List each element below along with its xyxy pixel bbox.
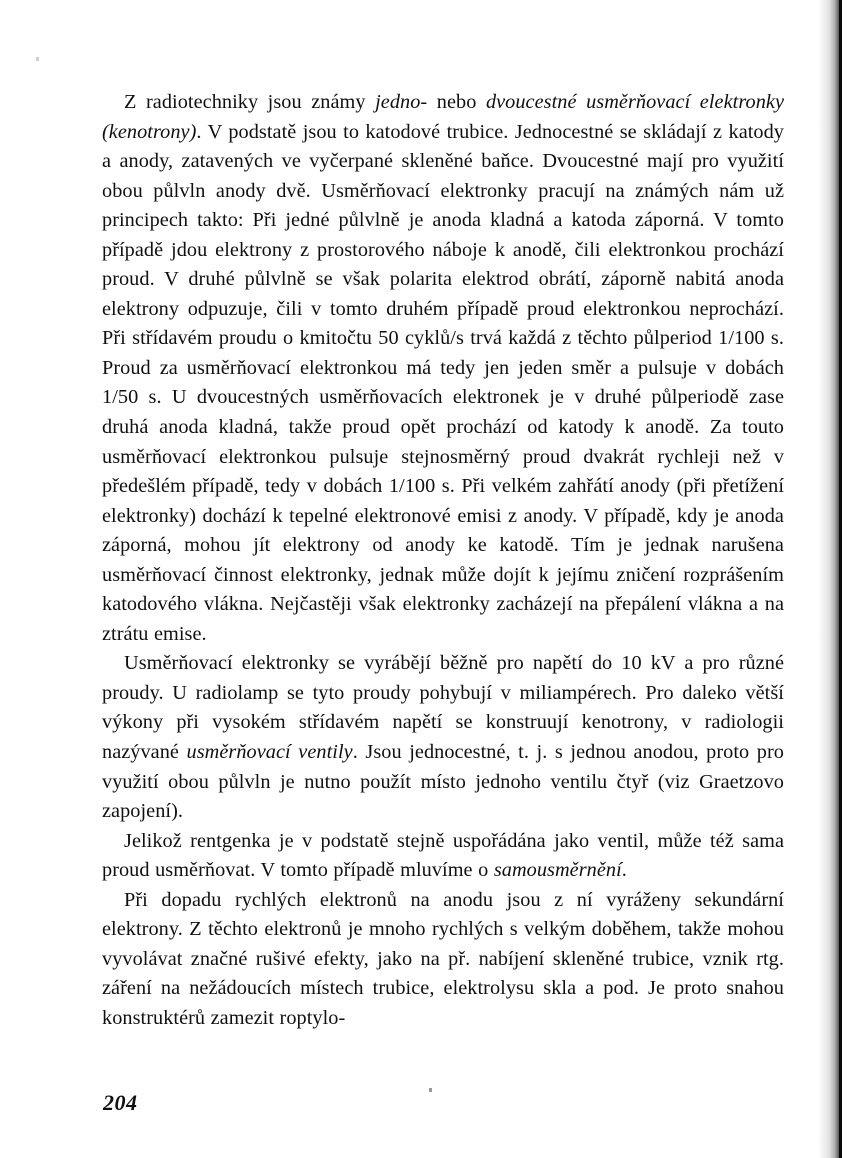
- scan-speck: [36, 57, 39, 61]
- paragraph-4: [102, 886, 784, 1034]
- emphasis-text: samousměrnění: [493, 859, 622, 882]
- paragraph-2: [102, 649, 784, 826]
- body-text: nebo: [427, 91, 486, 113]
- scan-gutter-line: [839, 0, 842, 1158]
- body-text: Při dopadu rychlých elektronů na anodu jsou z ní vyráženy sekundární elektrony. Z těchto elektronů je mnoho rychlých s velkým doběhem, takže mohou vyvolávat značné rušivé efekty, jako na př. nabíjení skleněné trubice, vznik rtg. záření na nežádoucích místech trubice, elektrolysu skla a pod. Je proto snahou konstruktérů zamezit roptylo-: [102, 888, 784, 1029]
- body-text: . V podstatě jsou to katodové trubice. Jednocestné se skládají z katody a anody, zatavených ve vyčerpané skleněné baňce. Dvoucestné mají pro využití obou půlvln anody dvě. Usměrňovací elektronky pracují na známých nám už principech takto: Při jedné půlvlně je anoda kladná a katoda záporná. V tomto případě jdou elektrony z prostorového náboje k anodě, čili elektronkou prochází proud. V druhé půlvlně se však polarita elektrod obrátí, záporně nabitá anoda elektrony odpuzuje, čili v tomto druhém případě proud elektronkou neprochází. Při střídavém proudu o kmitočtu 50 cyklů/s trvá každá z těchto půlperiod 1/100 s. Proud za usměrňovací elektronkou má tedy jen jeden směr a pulsuje v dobách 1/50 s. U dvoucestných usměrňovacích elektronek je v druhé půlperiodě zase druhá anoda kladná, takže proud opět prochází od katody k anodě. Za touto usměrňovací elektronkou pulsuje stejnosměrný proud dvakrát rychleji než v předešlém případě, tedy v dobách 1/100 s. Při velkém zahřátí anody (při přetížení elektronky) dochází k tepelné elektronové emisi z anody. V případě, kdy je anoda záporná, mohou jít elektrony od anody ke katodě. Tím je jednak narušena usměrňovací činnost elektronky, jednak může dojít k jejímu zničení rozprášením katodového vlákna. Nejčastěji však elektronky zacházejí na přepálení vlákna a na ztrátu emise.: [102, 120, 784, 645]
- scan-outer-edge: [842, 0, 847, 1158]
- body-text: Z radiotechniky jsou známy: [124, 91, 376, 113]
- page-text-block: [102, 88, 784, 1034]
- emphasis-text: usměrňovací ventily: [186, 741, 353, 764]
- scan-speck-bottom: [429, 1088, 432, 1092]
- paragraph-3: [102, 827, 784, 886]
- body-text: . Jsou jednocestné, t. j. s jednou anodou, proto pro využití obou půlvln je nutno použít místo jednoho ventilu čtyř (viz Graetzovo zapojení).: [102, 741, 784, 823]
- paragraph-1: [102, 88, 784, 649]
- emphasis-text: dvoucestné usměrňovací elektronky (kenotrony): [102, 91, 785, 143]
- body-text: Jelikož rentgenka je v podstatě stejně uspořádána jako ventil, může též sama proud usměrňovat. V tomto případě mluvíme o: [102, 829, 784, 882]
- emphasis-text: jedno-: [375, 91, 428, 113]
- scan-gutter-shadow: [800, 0, 847, 1158]
- body-text: .: [621, 859, 627, 882]
- page-number: 204: [103, 1090, 138, 1115]
- body-text: Usměrňovací elektronky se vyrábějí běžně pro napětí do 10 kV a pro různé proudy. U radiolamp se tyto proudy pohybují v miliampérech. Pro daleko větší výkony při vysokém střídavém napětí se konstruují kenotrony, v radiologii nazývané: [102, 652, 784, 764]
